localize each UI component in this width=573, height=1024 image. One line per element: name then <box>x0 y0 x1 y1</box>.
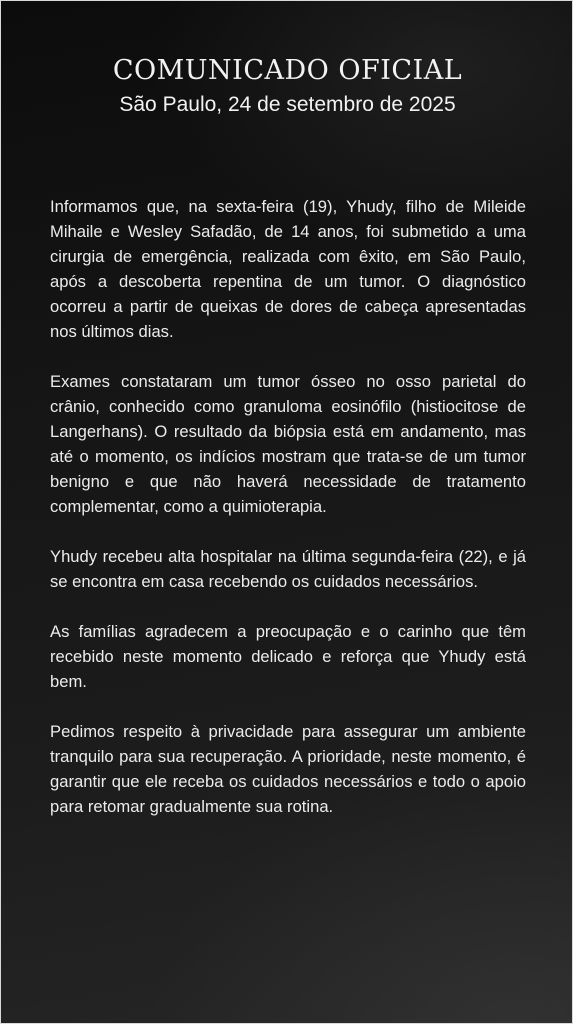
statement-title: COMUNICADO OFICIAL <box>112 55 463 86</box>
paragraph-diagnosis: Exames constataram um tumor ósseo no osso parietal do crânio, conhecido como granuloma eosinófilo (histiocitose de Langerhans). O resultado da biópsia está em andamento, mas até o momento, os indícios mostram que trata-se de um tumor benigno e que não haverá necessidade de tratamento complementar, como a quimioterapia. <box>50 372 526 516</box>
paragraph-surgery: Informamos que, na sexta-feira (19), Yhudy, filho de Mileide Mihaile e Wesley Safadão, de 14 anos, foi submetido a uma cirurgia de emergência, realizada com êxito, em São Paulo, após a descoberta repentina de um tumor. O diagnóstico ocorreu a partir de queixas de dores de cabeça apresentadas nos últimos dias. <box>50 197 526 341</box>
statement-body <box>50 194 526 844</box>
paragraph-thanks: As famílias agradecem a preocupação e o carinho que têm recebido neste momento delicado e reforça que Yhudy está bem. <box>50 622 526 691</box>
statement-date: São Paulo, 24 de setembro de 2025 <box>119 93 456 116</box>
paragraph-privacy: Pedimos respeito à privacidade para assegurar um ambiente tranquilo para sua recuperação. A prioridade, neste momento, é garantir que ele receba os cuidados necessários e todo o apoio para retomar gradualmente sua rotina. <box>50 722 526 816</box>
paragraph-discharge: Yhudy recebeu alta hospitalar na última segunda-feira (22), e já se encontra em casa recebendo os cuidados necessários. <box>50 547 526 591</box>
